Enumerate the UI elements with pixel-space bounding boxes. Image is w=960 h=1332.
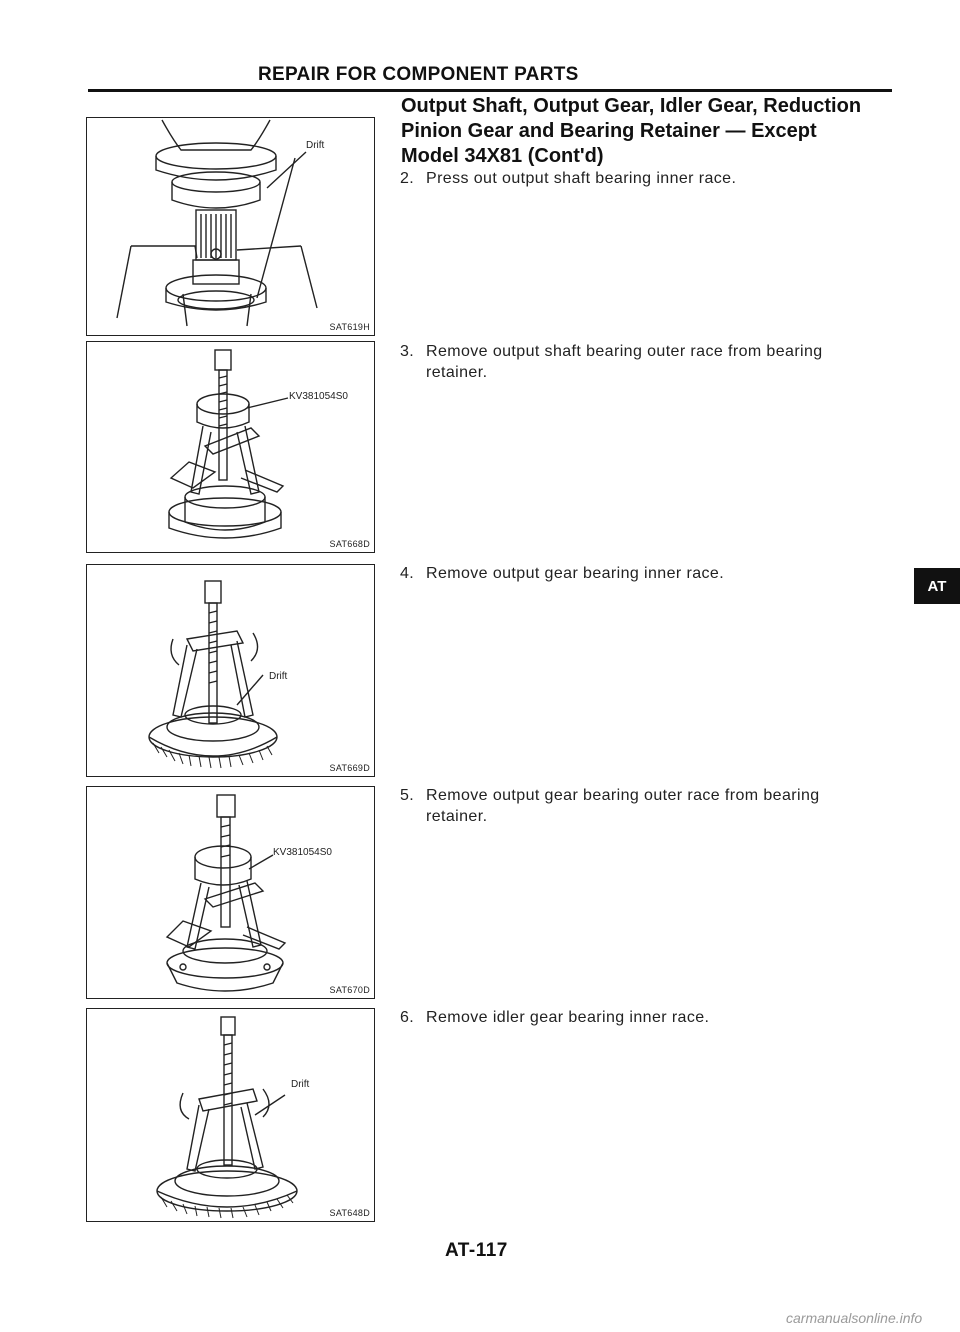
figure-code: SAT619H: [329, 322, 370, 332]
figure-sat619h: [86, 117, 375, 336]
puller-retainer-illustration: [87, 787, 374, 998]
puller-illustration: [87, 342, 374, 552]
side-tab-at: AT: [914, 568, 960, 604]
press-drift-illustration: [87, 118, 374, 335]
figure-sat669d: [86, 564, 375, 777]
step-5: [400, 785, 892, 827]
figure-code: SAT669D: [329, 763, 370, 773]
figure-label: Drift: [291, 1079, 310, 1090]
figure-code: SAT670D: [329, 985, 370, 995]
figure-code: SAT668D: [329, 539, 370, 549]
step-number: 2.: [400, 170, 415, 187]
step-text: Press out output shaft bearing inner race.: [426, 170, 737, 187]
step-text: Remove output shaft bearing outer race from bearing: [426, 343, 823, 360]
step-text: Remove output gear bearing inner race.: [426, 565, 725, 582]
step-number: 3.: [400, 343, 415, 360]
figure-sat648d: [86, 1008, 375, 1222]
section-title-line: Output Shaft, Output Gear, Idler Gear, Reduction: [401, 95, 862, 117]
step-number: 5.: [400, 787, 415, 804]
step-number: 6.: [400, 1009, 415, 1026]
header-rule: [88, 89, 892, 92]
step-4: [400, 563, 892, 584]
puller-idler-gear-illustration: [87, 1009, 374, 1221]
section-title-line: Pinion Gear and Bearing Retainer — Except: [401, 120, 817, 142]
step-2: [400, 168, 892, 189]
step-3: [400, 341, 892, 383]
header-title: REPAIR FOR COMPONENT PARTS: [258, 64, 579, 85]
figure-sat668d: [86, 341, 375, 553]
step-text: Remove idler gear bearing inner race.: [426, 1009, 710, 1026]
figure-label: Drift: [269, 671, 288, 682]
step-number: 4.: [400, 565, 415, 582]
section-title-line: Model 34X81 (Cont'd): [401, 145, 604, 167]
figure-code: SAT648D: [329, 1208, 370, 1218]
figure-label: KV381054S0: [273, 847, 332, 858]
puller-gear-illustration: [87, 565, 374, 776]
step-text-continued: retainer.: [426, 808, 488, 825]
watermark: carmanualsonline.info: [786, 1310, 923, 1326]
step-text-continued: retainer.: [426, 364, 488, 381]
section-title: [401, 94, 901, 169]
step-6: [400, 1007, 892, 1028]
page-number: AT-117: [445, 1240, 508, 1261]
step-text: Remove output gear bearing outer race from bearing: [426, 787, 820, 804]
figure-label: Drift: [306, 140, 325, 151]
figure-label: KV381054S0: [289, 391, 348, 402]
figure-sat670d: [86, 786, 375, 999]
